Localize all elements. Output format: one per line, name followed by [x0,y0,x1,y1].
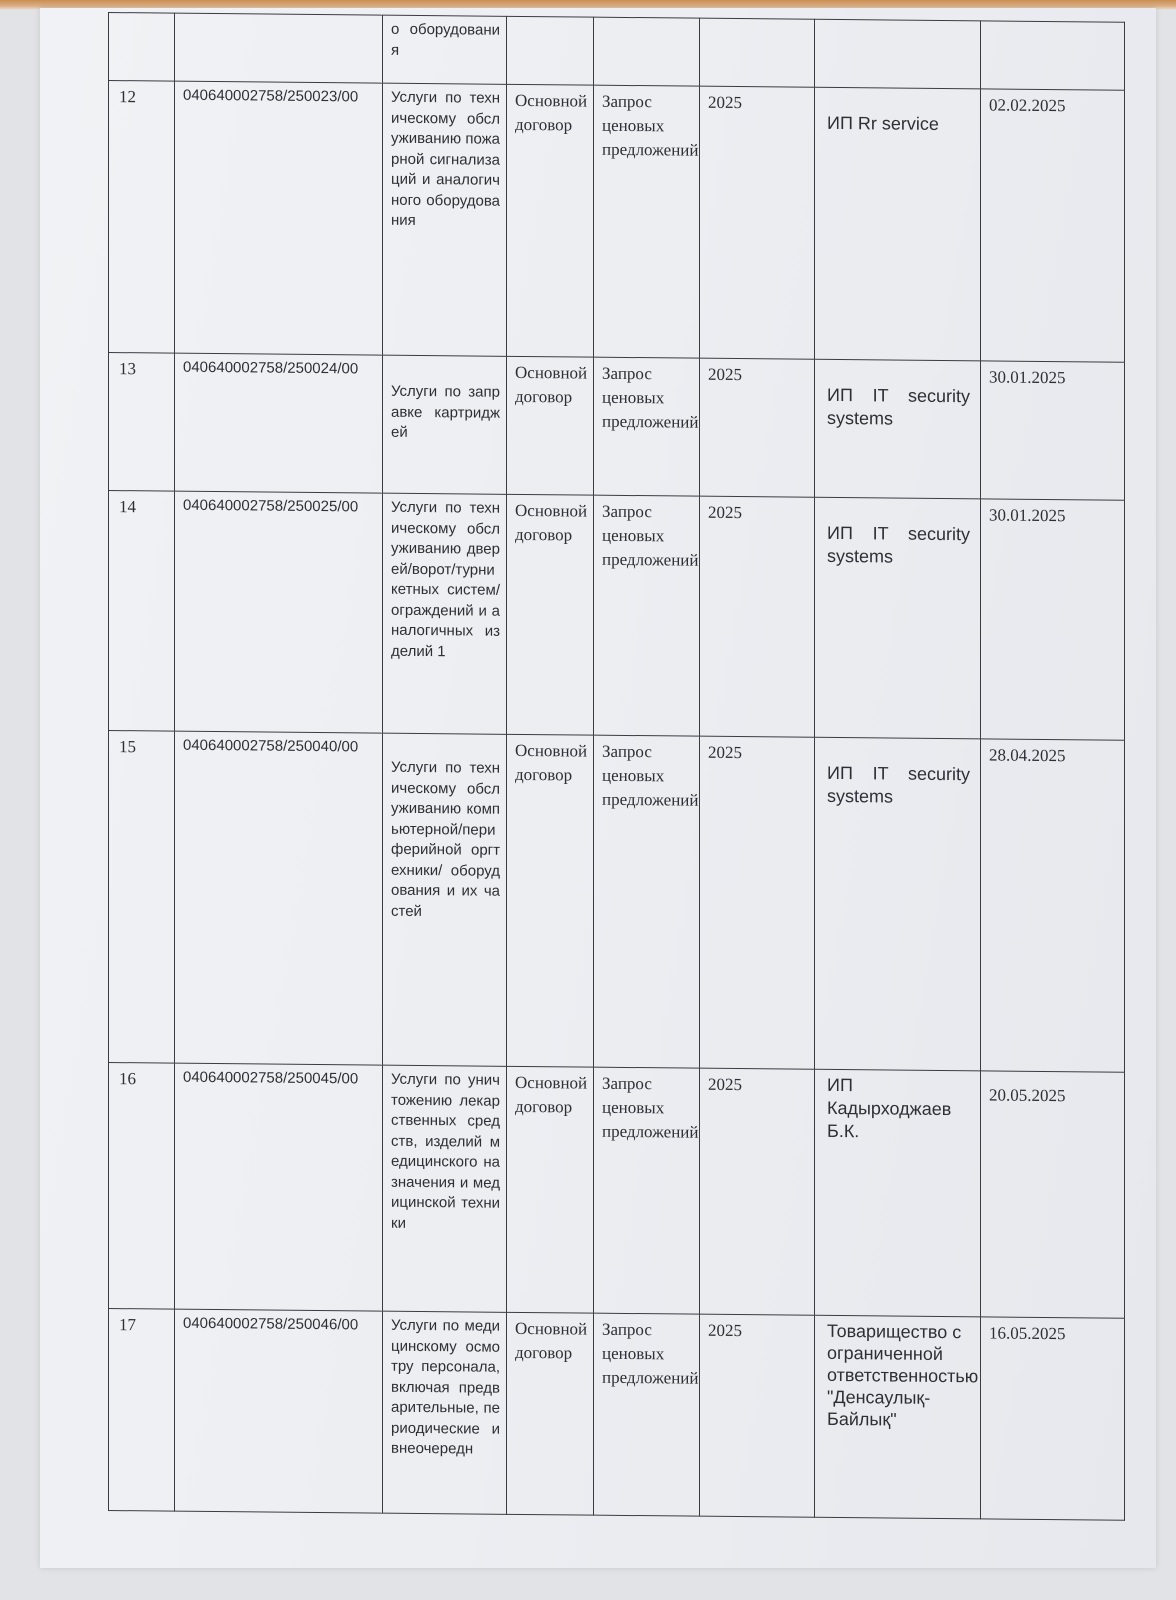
row-number-cell [109,13,175,82]
date-cell: 16.05.2025 [981,1317,1125,1520]
method-cell: Запрос ценовых предложений [594,357,700,496]
supplier-cell: ИП IT security systems [815,497,981,739]
method-cell: Запрос ценовых предложений [594,1313,700,1516]
method-cell [594,17,700,86]
row-number-cell: 15 [109,731,175,1064]
row-number-cell: 12 [109,81,175,354]
date-cell: 30.01.2025 [981,499,1125,740]
table-row [109,1063,1125,1319]
method-cell: Запрос ценовых предложений [594,85,700,358]
row-number-cell: 13 [109,353,175,492]
row-number-cell: 14 [109,491,175,732]
table-row [109,353,1125,501]
contract-number-cell: 040640002758/250040/00 [175,731,383,1065]
contract-type-cell: Основной договор [507,494,594,735]
table-row [109,491,1125,741]
year-cell [700,18,815,87]
supplier-cell: ИП Кадырходжаев Б.К. [815,1069,981,1317]
contract-type-cell [507,16,594,85]
contract-number-cell: 040640002758/250023/00 [175,81,383,355]
contract-number-cell: 040640002758/250046/00 [175,1309,383,1513]
year-cell: 2025 [700,496,815,737]
service-cell: Услуги по уничтожению лекарственных средств, изделий медицинского назначения и медицинской техники [383,1065,507,1312]
contract-number-cell: 040640002758/250025/00 [175,491,383,733]
service-cell: Услуги по медицинскому осмотру персонала, включая предварительные, периодические и внеочередн [383,1311,507,1514]
year-cell: 2025 [700,358,815,497]
date-cell: 20.05.2025 [981,1071,1125,1318]
date-cell: 30.01.2025 [981,361,1125,500]
date-cell [981,21,1125,90]
contract-number-cell: 040640002758/250045/00 [175,1063,383,1311]
service-cell: о оборудования [383,15,507,84]
date-cell: 02.02.2025 [981,89,1125,362]
table-row [109,731,1125,1073]
contract-type-cell: Основной договор [507,1066,594,1313]
service-cell: Услуги по техническому обслуживанию пожарной сигнализаций и аналогичного оборудования [383,83,507,356]
contracts-table-wrapper [108,12,1124,1521]
service-cell: Услуги по техническому обслуживанию компьютерной/периферийной оргтехники/ оборудования и их частей [383,733,507,1066]
supplier-cell: Товарищество с ограниченной ответственностью "Денсаулық-Байлық" [815,1315,981,1519]
contract-type-cell: Основной договор [507,84,594,357]
supplier-cell: ИП Rr service [815,87,981,361]
contract-number-cell [175,13,383,83]
service-cell: Услуги по заправке картриджей [383,355,507,494]
supplier-cell: ИП IT security systems [815,359,981,499]
year-cell: 2025 [700,736,815,1069]
table-row [109,81,1125,363]
contract-number-cell: 040640002758/250024/00 [175,353,383,493]
contract-type-cell: Основной договор [507,734,594,1067]
supplier-cell: ИП IT security systems [815,737,981,1071]
contracts-table [108,12,1125,1521]
contract-type-cell: Основной договор [507,1312,594,1515]
year-cell: 2025 [700,86,815,359]
table-row [109,1309,1125,1521]
row-number-cell: 17 [109,1309,175,1512]
row-number-cell: 16 [109,1063,175,1310]
year-cell: 2025 [700,1068,815,1315]
method-cell: Запрос ценовых предложений [594,1067,700,1314]
contract-type-cell: Основной договор [507,356,594,495]
service-cell: Услуги по техническому обслуживанию дверей/ворот/турникетных систем/ограждений и аналогичных изделий 1 [383,493,507,734]
date-cell: 28.04.2025 [981,739,1125,1072]
method-cell: Запрос ценовых предложений [594,735,700,1068]
supplier-cell [815,19,981,89]
table-row [109,13,1125,91]
year-cell: 2025 [700,1314,815,1517]
method-cell: Запрос ценовых предложений [594,495,700,736]
